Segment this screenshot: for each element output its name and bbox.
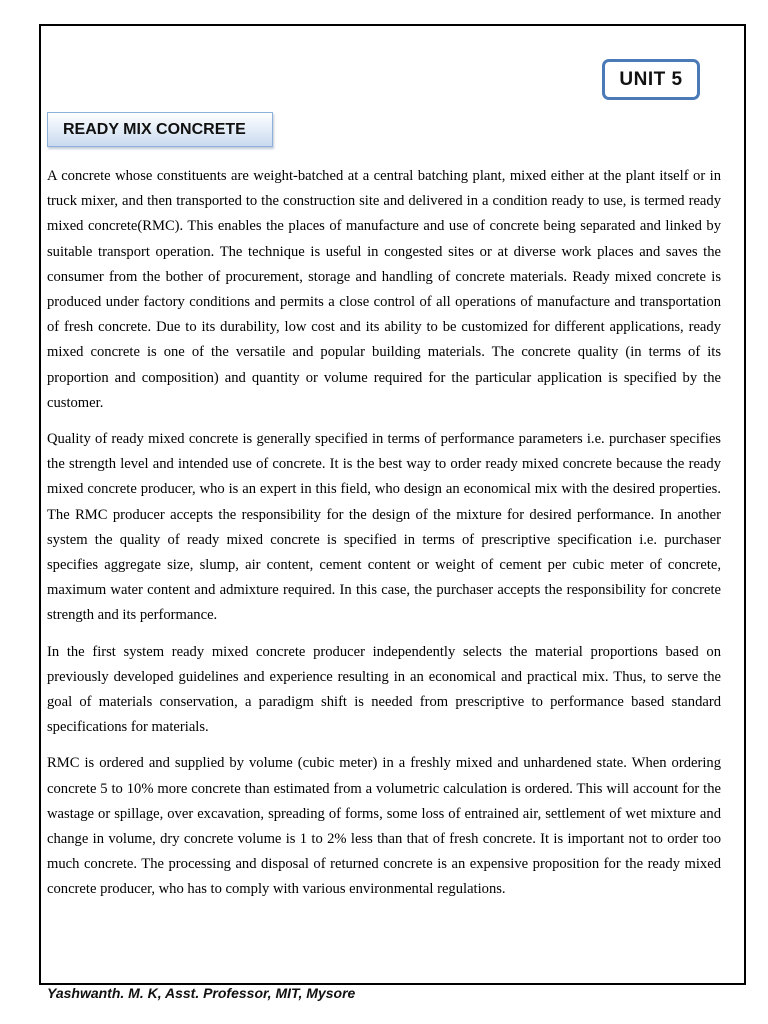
footer-credit: Yashwanth. M. K, Asst. Professor, MIT, Mysore <box>47 985 356 1001</box>
paragraph-3: In the first system ready mixed concrete producer independently selects the material proportions based on previously developed guidelines and experience resulting in an economical and practical mix. Thus, to serve the goal of materials conservation, a paradigm shift is needed from prescriptive to performance based standard specifications for materials. <box>47 643 721 736</box>
paragraph-2: Quality of ready mixed concrete is generally specified in terms of performance parameters i.e. purchaser specifies the strength level and intended use of concrete. It is the best way to order ready mixed concrete because the ready mixed concrete producer, who is an expert in this field, who design an economical mix with the desired properties. The RMC producer accepts the responsibility for the design of the mixture for desired performance. In another system the quality of ready mixed concrete is specified in terms of prescriptive specification i.e. purchaser specifies aggregate size, slump, air content, cement content or weight of cement per cubic meter of concrete, maximum water content and admixture required. In this case, the purchaser accepts the responsibility for concrete strength and its performance. <box>47 431 721 624</box>
section-heading: READY MIX CONCRETE <box>47 112 273 147</box>
paragraph-4: RMC is ordered and supplied by volume (cubic meter) in a freshly mixed and unhardened state. When ordering concrete 5 to 10% more concrete than estimated from a volumetric calculation is ordered. This will account for the wastage or spillage, over excavation, spreading of forms, some loss of entrained air, settlement of wet mixture and change in volume, dry concrete volume is 1 to 2% less than that of fresh concrete. It is important not to order too much concrete. The processing and disposal of returned concrete is an expensive proposition for the ready mixed concrete producer, who has to comply with various environmental regulations. <box>47 755 721 898</box>
unit-badge: UNIT 5 <box>602 59 700 100</box>
body-text <box>47 164 721 914</box>
paragraph-1: A concrete whose constituents are weight-batched at a central batching plant, mixed either at the plant itself or in truck mixer, and then transported to the construction site and delivered in a condition ready to use, is termed ready mixed concrete(RMC). This enables the places of manufacture and use of concrete being separated and linked by suitable transport operation. The technique is useful in congested sites or at diverse work places and saves the consumer from the bother of procurement, storage and handling of concrete materials. Ready mixed concrete is produced under factory conditions and permits a close control of all operations of manufacture and transportation of fresh concrete. Due to its durability, low cost and its ability to be customized for different applications, ready mixed concrete is one of the versatile and popular building materials. The concrete quality (in terms of its proportion and composition) and quantity or volume required for the particular application is specified by the customer. <box>47 168 721 411</box>
